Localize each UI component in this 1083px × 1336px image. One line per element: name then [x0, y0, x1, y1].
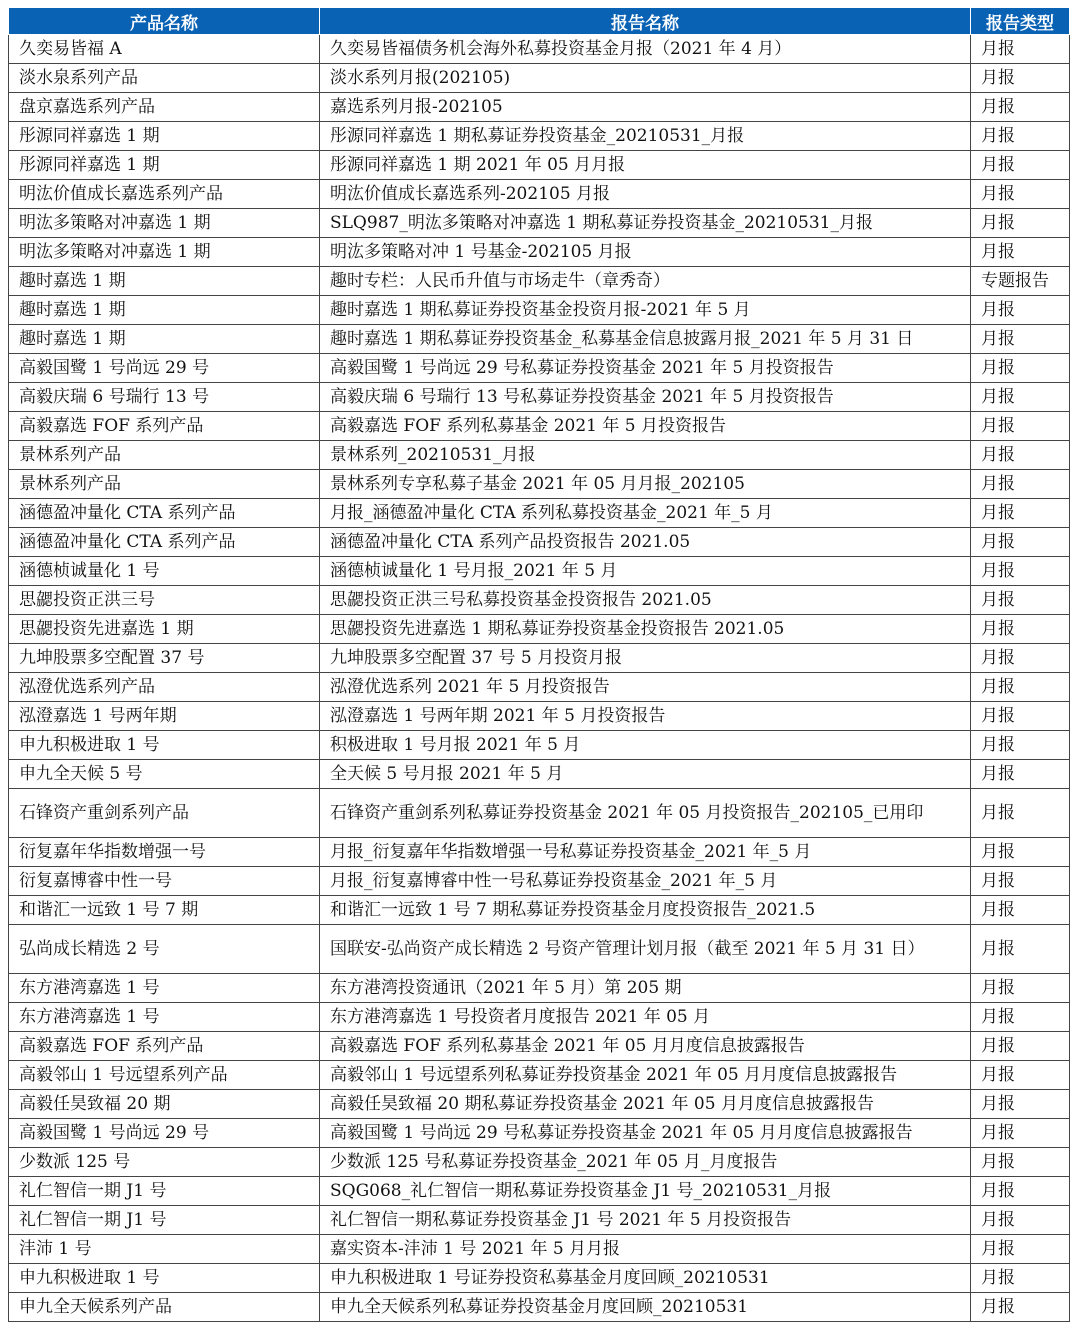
- product-name-cell: 思勰投资先进嘉选 1 期: [9, 615, 320, 644]
- report-name-cell: 彤源同祥嘉选 1 期 2021 年 05 月月报: [320, 151, 971, 180]
- product-name-cell: 泓澄嘉选 1 号两年期: [9, 702, 320, 731]
- report-table: [8, 7, 1070, 1322]
- report-name-cell: 趣时嘉选 1 期私募证券投资基金投资月报-2021 年 5 月: [320, 296, 971, 325]
- report-type-cell: 月报: [971, 209, 1070, 238]
- table-row: [9, 1206, 1070, 1235]
- report-name-cell: 高毅国鹭 1 号尚远 29 号私募证券投资基金 2021 年 5 月投资报告: [320, 354, 971, 383]
- table-row: [9, 35, 1070, 64]
- report-name-cell: 九坤股票多空配置 37 号 5 月投资月报: [320, 644, 971, 673]
- report-type-cell: 月报: [971, 412, 1070, 441]
- product-name-cell: 高毅国鹭 1 号尚远 29 号: [9, 354, 320, 383]
- report-name-cell: 趣时嘉选 1 期私募证券投资基金_私募基金信息披露月报_2021 年 5 月 31 日: [320, 325, 971, 354]
- product-name-cell: 明汯价值成长嘉选系列产品: [9, 180, 320, 209]
- report-type-cell: 月报: [971, 1061, 1070, 1090]
- table-row: [9, 209, 1070, 238]
- table-row: [9, 238, 1070, 267]
- table-row: [9, 1119, 1070, 1148]
- report-type-cell: 月报: [971, 296, 1070, 325]
- product-name-cell: 明汯多策略对冲嘉选 1 期: [9, 238, 320, 267]
- report-name-cell: 涵德桢诚量化 1 号月报_2021 年 5 月: [320, 557, 971, 586]
- report-type-cell: 月报: [971, 383, 1070, 412]
- table-row: [9, 615, 1070, 644]
- table-row: [9, 1264, 1070, 1293]
- report-type-cell: 月报: [971, 974, 1070, 1003]
- report-type-cell: 月报: [971, 499, 1070, 528]
- product-name-cell: 涵德盈冲量化 CTA 系列产品: [9, 528, 320, 557]
- table-row: [9, 64, 1070, 93]
- report-type-cell: 月报: [971, 441, 1070, 470]
- report-type-cell: 月报: [971, 1119, 1070, 1148]
- report-name-cell: 月报_涵德盈冲量化 CTA 系列私募投资基金_2021 年_5 月: [320, 499, 971, 528]
- product-name-cell: 趣时嘉选 1 期: [9, 296, 320, 325]
- report-name-cell: 嘉选系列月报-202105: [320, 93, 971, 122]
- report-name-cell: 少数派 125 号私募证券投资基金_2021 年 05 月_月度报告: [320, 1148, 971, 1177]
- product-name-cell: 景林系列产品: [9, 470, 320, 499]
- report-name-cell: 淡水系列月报(202105): [320, 64, 971, 93]
- product-name-cell: 高毅庆瑞 6 号瑞行 13 号: [9, 383, 320, 412]
- report-name-cell: 月报_衍复嘉博睿中性一号私募证券投资基金_2021 年_5 月: [320, 867, 971, 896]
- report-name-cell: 景林系列_20210531_月报: [320, 441, 971, 470]
- report-name-cell: 明汯价值成长嘉选系列-202105 月报: [320, 180, 971, 209]
- table-row: [9, 1090, 1070, 1119]
- report-type-cell: 月报: [971, 925, 1070, 974]
- report-name-cell: 东方港湾嘉选 1 号投资者月度报告 2021 年 05 月: [320, 1003, 971, 1032]
- product-name-cell: 申九积极进取 1 号: [9, 731, 320, 760]
- product-name-cell: 九坤股票多空配置 37 号: [9, 644, 320, 673]
- report-name-cell: 高毅庆瑞 6 号瑞行 13 号私募证券投资基金 2021 年 5 月投资报告: [320, 383, 971, 412]
- product-name-cell: 久奕易皆福 A: [9, 35, 320, 64]
- table-row: [9, 412, 1070, 441]
- product-name-cell: 盘京嘉选系列产品: [9, 93, 320, 122]
- table-row: [9, 644, 1070, 673]
- product-name-cell: 东方港湾嘉选 1 号: [9, 1003, 320, 1032]
- table-row: [9, 151, 1070, 180]
- product-name-cell: 沣沛 1 号: [9, 1235, 320, 1264]
- header-row: [9, 8, 1070, 35]
- table-row: [9, 974, 1070, 1003]
- report-name-cell: 景林系列专享私募子基金 2021 年 05 月月报_202105: [320, 470, 971, 499]
- report-type-cell: 月报: [971, 644, 1070, 673]
- table-row: [9, 354, 1070, 383]
- report-type-cell: 月报: [971, 238, 1070, 267]
- product-name-cell: 明汯多策略对冲嘉选 1 期: [9, 209, 320, 238]
- product-name-cell: 泓澄优选系列产品: [9, 673, 320, 702]
- product-name-cell: 淡水泉系列产品: [9, 64, 320, 93]
- header-product-name: 产品名称: [9, 8, 320, 35]
- table-row: [9, 296, 1070, 325]
- report-type-cell: 月报: [971, 557, 1070, 586]
- product-name-cell: 衍复嘉年华指数增强一号: [9, 838, 320, 867]
- report-name-cell: 高毅邻山 1 号远望系列私募证券投资基金 2021 年 05 月月度信息披露报告: [320, 1061, 971, 1090]
- table-row: [9, 499, 1070, 528]
- report-name-cell: 泓澄优选系列 2021 年 5 月投资报告: [320, 673, 971, 702]
- header-report-type: 报告类型: [971, 8, 1070, 35]
- product-name-cell: 申九积极进取 1 号: [9, 1264, 320, 1293]
- table-row: [9, 925, 1070, 974]
- product-name-cell: 弘尚成长精选 2 号: [9, 925, 320, 974]
- report-type-cell: 月报: [971, 354, 1070, 383]
- header-report-name: 报告名称: [320, 8, 971, 35]
- table-row: [9, 731, 1070, 760]
- report-type-cell: 月报: [971, 64, 1070, 93]
- table-row: [9, 122, 1070, 151]
- report-type-cell: 月报: [971, 1235, 1070, 1264]
- table-row: [9, 1003, 1070, 1032]
- table-row: [9, 1032, 1070, 1061]
- table-row: [9, 441, 1070, 470]
- table-row: [9, 1148, 1070, 1177]
- report-type-cell: 月报: [971, 867, 1070, 896]
- product-name-cell: 衍复嘉博睿中性一号: [9, 867, 320, 896]
- report-type-cell: 月报: [971, 702, 1070, 731]
- report-type-cell: 专题报告: [971, 267, 1070, 296]
- product-name-cell: 趣时嘉选 1 期: [9, 267, 320, 296]
- table-row: [9, 867, 1070, 896]
- report-name-cell: 申九积极进取 1 号证券投资私募基金月度回顾_20210531: [320, 1264, 971, 1293]
- report-name-cell: 积极进取 1 号月报 2021 年 5 月: [320, 731, 971, 760]
- report-name-cell: 东方港湾投资通讯（2021 年 5 月）第 205 期: [320, 974, 971, 1003]
- report-type-cell: 月报: [971, 35, 1070, 64]
- report-type-cell: 月报: [971, 896, 1070, 925]
- report-type-cell: 月报: [971, 151, 1070, 180]
- table-row: [9, 93, 1070, 122]
- report-type-cell: 月报: [971, 122, 1070, 151]
- report-name-cell: 明汯多策略对冲 1 号基金-202105 月报: [320, 238, 971, 267]
- table-row: [9, 1235, 1070, 1264]
- report-type-cell: 月报: [971, 1264, 1070, 1293]
- product-name-cell: 高毅国鹭 1 号尚远 29 号: [9, 1119, 320, 1148]
- product-name-cell: 彤源同祥嘉选 1 期: [9, 122, 320, 151]
- report-name-cell: 高毅嘉选 FOF 系列私募基金 2021 年 5 月投资报告: [320, 412, 971, 441]
- report-name-cell: 思勰投资先进嘉选 1 期私募证券投资基金投资报告 2021.05: [320, 615, 971, 644]
- product-name-cell: 彤源同祥嘉选 1 期: [9, 151, 320, 180]
- product-name-cell: 申九全天候系列产品: [9, 1293, 320, 1322]
- report-type-cell: 月报: [971, 470, 1070, 499]
- product-name-cell: 高毅任昊致福 20 期: [9, 1090, 320, 1119]
- report-type-cell: 月报: [971, 1090, 1070, 1119]
- product-name-cell: 石锋资产重剑系列产品: [9, 789, 320, 838]
- table-row: [9, 1177, 1070, 1206]
- report-name-cell: 国联安-弘尚资产成长精选 2 号资产管理计划月报（截至 2021 年 5 月 31 日）: [320, 925, 971, 974]
- report-name-cell: 久奕易皆福债务机会海外私募投资基金月报（2021 年 4 月）: [320, 35, 971, 64]
- report-name-cell: SQG068_礼仁智信一期私募证券投资基金 J1 号_20210531_月报: [320, 1177, 971, 1206]
- table-row: [9, 267, 1070, 296]
- report-type-cell: 月报: [971, 1206, 1070, 1235]
- table-row: [9, 789, 1070, 838]
- report-type-cell: 月报: [971, 760, 1070, 789]
- product-name-cell: 景林系列产品: [9, 441, 320, 470]
- table-row: [9, 896, 1070, 925]
- product-name-cell: 涵德盈冲量化 CTA 系列产品: [9, 499, 320, 528]
- report-name-cell: 泓澄嘉选 1 号两年期 2021 年 5 月投资报告: [320, 702, 971, 731]
- table-row: [9, 383, 1070, 412]
- table-row: [9, 586, 1070, 615]
- product-name-cell: 礼仁智信一期 J1 号: [9, 1177, 320, 1206]
- table-row: [9, 528, 1070, 557]
- report-name-cell: 涵德盈冲量化 CTA 系列产品投资报告 2021.05: [320, 528, 971, 557]
- table-row: [9, 702, 1070, 731]
- product-name-cell: 高毅嘉选 FOF 系列产品: [9, 412, 320, 441]
- report-name-cell: 和谐汇一远致 1 号 7 期私募证券投资基金月度投资报告_2021.5: [320, 896, 971, 925]
- report-name-cell: 礼仁智信一期私募证券投资基金 J1 号 2021 年 5 月投资报告: [320, 1206, 971, 1235]
- report-name-cell: 高毅任昊致福 20 期私募证券投资基金 2021 年 05 月月度信息披露报告: [320, 1090, 971, 1119]
- report-type-cell: 月报: [971, 615, 1070, 644]
- table-row: [9, 557, 1070, 586]
- report-name-cell: SLQ987_明汯多策略对冲嘉选 1 期私募证券投资基金_20210531_月报: [320, 209, 971, 238]
- product-name-cell: 东方港湾嘉选 1 号: [9, 974, 320, 1003]
- product-name-cell: 思勰投资正洪三号: [9, 586, 320, 615]
- report-type-cell: 月报: [971, 1148, 1070, 1177]
- table-row: [9, 470, 1070, 499]
- product-name-cell: 涵德桢诚量化 1 号: [9, 557, 320, 586]
- table-body: [9, 35, 1070, 1322]
- report-type-cell: 月报: [971, 1177, 1070, 1206]
- table-row: [9, 838, 1070, 867]
- table-row: [9, 1061, 1070, 1090]
- table-row: [9, 1293, 1070, 1322]
- product-name-cell: 高毅邻山 1 号远望系列产品: [9, 1061, 320, 1090]
- report-name-cell: 月报_衍复嘉年华指数增强一号私募证券投资基金_2021 年_5 月: [320, 838, 971, 867]
- product-name-cell: 和谐汇一远致 1 号 7 期: [9, 896, 320, 925]
- report-type-cell: 月报: [971, 325, 1070, 354]
- report-type-cell: 月报: [971, 180, 1070, 209]
- table-row: [9, 325, 1070, 354]
- report-type-cell: 月报: [971, 838, 1070, 867]
- product-name-cell: 少数派 125 号: [9, 1148, 320, 1177]
- report-type-cell: 月报: [971, 789, 1070, 838]
- table-row: [9, 760, 1070, 789]
- product-name-cell: 申九全天候 5 号: [9, 760, 320, 789]
- report-name-cell: 全天候 5 号月报 2021 年 5 月: [320, 760, 971, 789]
- table-row: [9, 180, 1070, 209]
- report-name-cell: 高毅国鹭 1 号尚远 29 号私募证券投资基金 2021 年 05 月月度信息披露报告: [320, 1119, 971, 1148]
- report-type-cell: 月报: [971, 673, 1070, 702]
- report-type-cell: 月报: [971, 1003, 1070, 1032]
- report-name-cell: 高毅嘉选 FOF 系列私募基金 2021 年 05 月月度信息披露报告: [320, 1032, 971, 1061]
- report-name-cell: 嘉实资本-沣沛 1 号 2021 年 5 月月报: [320, 1235, 971, 1264]
- report-type-cell: 月报: [971, 1032, 1070, 1061]
- report-name-cell: 石锋资产重剑系列私募证券投资基金 2021 年 05 月投资报告_202105_已用印: [320, 789, 971, 838]
- report-name-cell: 趣时专栏：人民币升值与市场走牛（章秀奇）: [320, 267, 971, 296]
- report-type-cell: 月报: [971, 528, 1070, 557]
- product-name-cell: 高毅嘉选 FOF 系列产品: [9, 1032, 320, 1061]
- report-type-cell: 月报: [971, 1293, 1070, 1322]
- report-type-cell: 月报: [971, 93, 1070, 122]
- report-name-cell: 思勰投资正洪三号私募投资基金投资报告 2021.05: [320, 586, 971, 615]
- table-row: [9, 673, 1070, 702]
- report-name-cell: 彤源同祥嘉选 1 期私募证券投资基金_20210531_月报: [320, 122, 971, 151]
- report-name-cell: 申九全天候系列私募证券投资基金月度回顾_20210531: [320, 1293, 971, 1322]
- report-type-cell: 月报: [971, 731, 1070, 760]
- report-type-cell: 月报: [971, 586, 1070, 615]
- product-name-cell: 趣时嘉选 1 期: [9, 325, 320, 354]
- product-name-cell: 礼仁智信一期 J1 号: [9, 1206, 320, 1235]
